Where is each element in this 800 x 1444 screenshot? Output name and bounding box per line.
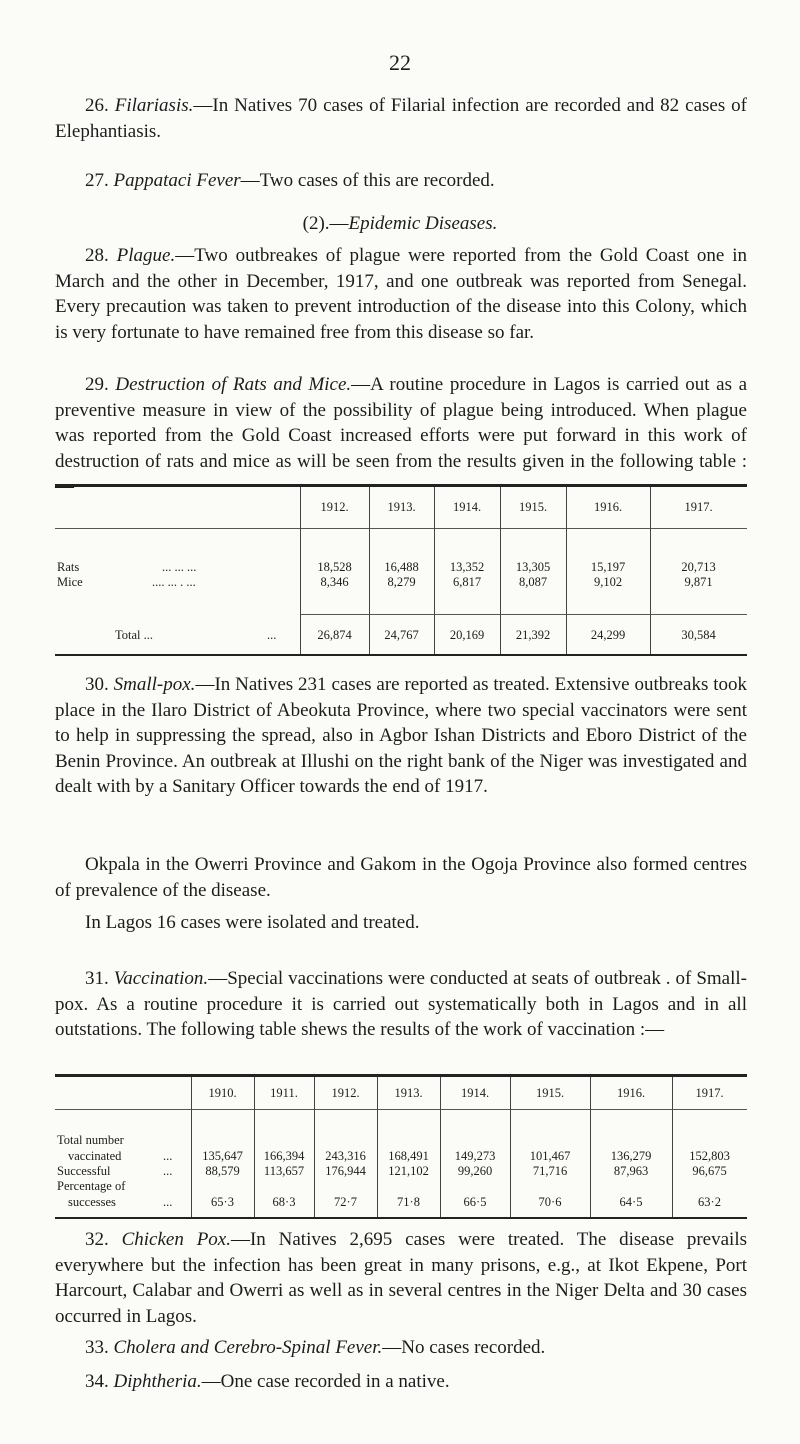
table-cell: 24,767 (384, 628, 419, 642)
table-header-year: 1917. (684, 500, 713, 514)
paragraph-26: 26. Filariasis.—In Natives 70 cases of Filarial infection are recorded and 82 cases of Elephantiasis. (55, 95, 748, 142)
table-cell: 88,579 (205, 1164, 240, 1178)
table-cell: 63·2 (698, 1195, 721, 1209)
table-total-label: Total ... (115, 628, 154, 642)
table-cell: 8,346 (320, 575, 349, 589)
table-row-dots: ... (163, 1164, 173, 1178)
paragraph-34: 34. Diphtheria.—One case recorded in a native. (85, 1371, 450, 1392)
table-cell: 8,279 (387, 575, 416, 589)
table-row-label: successes (68, 1195, 116, 1209)
table-header-year: 1914. (452, 500, 482, 514)
paragraph-33: 33. Cholera and Cerebro-Spinal Fever.—No cases recorded. (85, 1337, 546, 1358)
table-row-label: Rats (57, 560, 80, 574)
table-cell: 21,392 (515, 628, 551, 642)
table-cell: 152,803 (689, 1149, 730, 1163)
table-cell: 70·6 (538, 1195, 562, 1209)
table-cell: 9,871 (684, 575, 713, 589)
table-cell: 96,675 (692, 1164, 727, 1178)
paragraph-30b: Okpala in the Owerri Province and Gakom in the Ogoja Province also formed centres of prevalence of the disease. (55, 854, 747, 901)
table-cell: 66·5 (463, 1195, 487, 1209)
table-cell: 99,260 (457, 1164, 493, 1178)
table-cell: 64·5 (619, 1195, 643, 1209)
paragraph-27: 27. Pappataci Fever—Two cases of this are recorded. (85, 170, 495, 191)
table-cell: 71,716 (532, 1164, 568, 1178)
table-cell: 121,102 (388, 1164, 429, 1178)
table-cell: 8,087 (518, 575, 548, 589)
table-cell: 113,657 (263, 1164, 305, 1178)
table-cell: 13,305 (515, 560, 551, 574)
table-cell: 24,299 (590, 628, 626, 642)
table-header-year: 1912. (331, 1086, 360, 1100)
table-row-label: Mice (57, 575, 83, 589)
table-cell: 243,316 (325, 1149, 366, 1163)
table-cell: 20,169 (449, 628, 485, 642)
table-cell: 26,874 (317, 628, 352, 642)
table-header-year: 1911. (270, 1086, 298, 1100)
paragraph-31: 31. Vaccination.—Special vaccinations were conducted at seats of outbreak . of Small-pox. As a routine procedure it is carried out systematically both in Lagos and in all outstations. The following table shews the results of the work of vaccination :— (55, 968, 747, 1040)
table-header-year: 1916. (593, 500, 623, 514)
table-row-dots: ... ... ... (162, 560, 197, 574)
table-cell: 6,817 (452, 575, 482, 589)
table-cell: 176,944 (325, 1164, 366, 1178)
table-row-label: Percentage of (57, 1179, 126, 1193)
table-header-year: 1912. (320, 500, 349, 514)
table-header-year: 1913. (387, 500, 416, 514)
table-row-dots: ... (163, 1195, 173, 1209)
table-cell: 72·7 (334, 1195, 357, 1209)
table-header-year: 1915. (518, 500, 548, 514)
table-row-label: vaccinated (68, 1149, 122, 1163)
table-row-dots: ... (267, 628, 277, 642)
page-number: 22 (389, 50, 411, 75)
table-cell: 30,584 (681, 628, 716, 642)
table-cell: 71·8 (397, 1195, 420, 1209)
paragraph-29: 29. Destruction of Rats and Mice.—A routine procedure in Lagos is carried out as a preventive measure in view of the possibility of plague being introduced. When plague was reported from the Gold Coast increased efforts were put forward in this work of destruction of rats and mice as will be seen from the results given in the following table : (55, 374, 748, 472)
paragraph-30c: In Lagos 16 cases were isolated and treated. (85, 912, 420, 933)
section-heading-epidemic: (2).—Epidemic Diseases. (302, 213, 498, 234)
table-cell: 13,352 (449, 560, 485, 574)
table-header-year: 1913. (394, 1086, 423, 1100)
table-header-year: 1916. (616, 1086, 646, 1100)
table-row-label: Total number (57, 1133, 124, 1147)
table-row-dots: .... ... . ... (152, 575, 196, 589)
table-cell: 20,713 (681, 560, 716, 574)
table-cell: 166,394 (263, 1149, 305, 1163)
table-cell: 168,491 (388, 1149, 429, 1163)
table-cell: 9,102 (593, 575, 623, 589)
table-cell: 15,197 (590, 560, 626, 574)
table-cell: 65·3 (211, 1195, 234, 1209)
paragraph-32: 32. Chicken Pox.—In Natives 2,695 cases were treated. The disease prevails everywhere but the infection has been great in many prisons, e.g., at Ikot Ekpene, Port Harcourt, Calabar and Owerri as well as in several centres in the Niger Delta and 30 cases occurred in Lagos. (55, 1229, 747, 1327)
table-cell: 135,647 (202, 1149, 243, 1163)
table-row-dots: ... (163, 1149, 173, 1163)
table-cell: 87,963 (613, 1164, 649, 1178)
table-cell: 68·3 (272, 1195, 296, 1209)
table-header-year: 1917. (695, 1086, 724, 1100)
table-header-year: 1914. (460, 1086, 490, 1100)
table-header-year: 1910. (208, 1086, 237, 1100)
paragraph-28: 28. Plague.—Two outbreakes of plague were reported from the Gold Coast one in March and the other in December, 1917, and one outbreak was reported from Senegal. Every precaution was taken to prevent introduction of the disease into this Colony, which is very fortunate to have remained free from this disease so far. (55, 245, 748, 343)
table-cell: 16,488 (384, 560, 419, 574)
table-row-label: Successful (57, 1164, 111, 1178)
table-cell: 101,467 (529, 1149, 571, 1163)
table-cell: 149,273 (454, 1149, 496, 1163)
table-cell: 18,528 (317, 560, 352, 574)
table-cell: 136,279 (610, 1149, 652, 1163)
paragraph-30: 30. Small-pox.—In Natives 231 cases are reported as treated. Extensive outbreaks took place in the Ilaro District of Abeokuta Province, where two special vaccinators were sent to help in suppressing the spread, also in Agbor Ishan Districts and Eboro District of the Benin Province. An outbreak at Illushi on the right bank of the Niger was investigated and dealt with by a Sanitary Officer towards the end of 1917. (55, 674, 748, 797)
table-header-year: 1915. (535, 1086, 565, 1100)
